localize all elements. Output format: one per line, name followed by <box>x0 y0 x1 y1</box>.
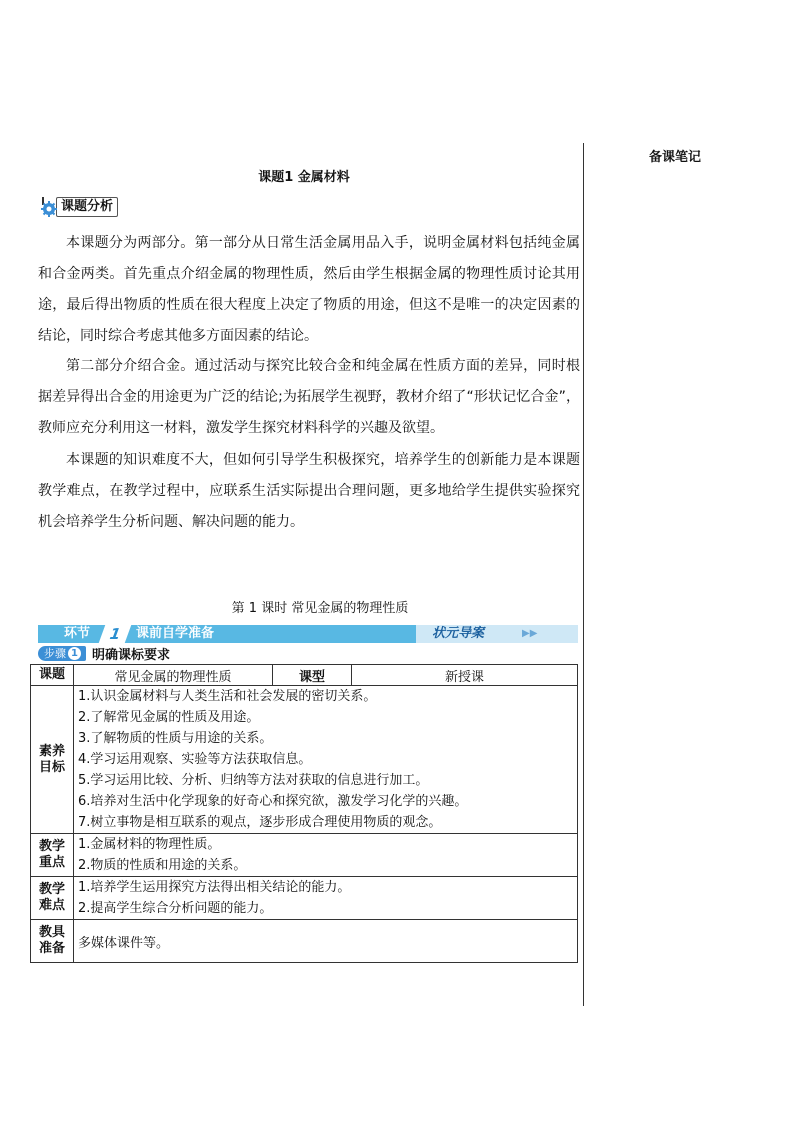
notes-divider-line <box>583 143 584 1006</box>
double-arrow-icon: ▶▶ <box>522 628 538 639</box>
tools-label-line-2: 准备 <box>38 941 65 956</box>
lesson-plan-table <box>30 664 578 963</box>
section-banner <box>38 625 578 643</box>
difficulty-cell <box>74 877 578 920</box>
list-item: 7.树立事物是相互联系的观点，逐步形成合理使用物质的观念。 <box>78 815 442 830</box>
list-item: 1.培养学生运用探究方法得出相关结论的能力。 <box>78 880 351 895</box>
difficulty-label-line-2: 难点 <box>38 898 65 913</box>
step-header <box>38 645 170 661</box>
step-number: 1 <box>68 647 81 660</box>
step-pill <box>38 646 86 661</box>
list-item: 1.金属材料的物理性质。 <box>78 837 221 852</box>
brand-tag <box>416 625 578 643</box>
step-title: 明确课标要求 <box>92 647 171 663</box>
list-item: 4.学习运用观察、实验等方法获取信息。 <box>78 752 312 767</box>
list-item: 2.物质的性质和用途的关系。 <box>78 858 247 873</box>
topic-title: 课题1 金属材料 <box>258 170 350 185</box>
banner-stage-number: 1 <box>98 625 131 643</box>
header-topic-cell: 课题 <box>31 665 74 686</box>
list-item: 5.学习运用比较、分析、归纳等方法对获取的信息进行加工。 <box>78 773 429 788</box>
notes-column-title: 备课笔记 <box>648 150 701 165</box>
goals-label-line-1: 素养 <box>38 743 65 759</box>
banner-stage-label: 环节 <box>64 626 91 641</box>
table-row <box>31 686 578 834</box>
key-points-cell <box>74 834 578 877</box>
key-label-line-2: 重点 <box>38 855 65 870</box>
goals-label-line-2: 目标 <box>38 759 65 775</box>
lesson-title: 第 1 课时 常见金属的物理性质 <box>231 601 409 616</box>
gear-icon <box>38 197 58 217</box>
brand-name: 状元导案 <box>432 626 485 641</box>
paragraph-1: 本课题分为两部分。第一部分从日常生活金属用品入手，说明金属材料包括纯金属和合金两类。首先重点介绍金属的物理性质，然后由学生根据金属的物理性质讨论其用途，最后得出物质的性质在很大程度上决定了物质的用途，但这不是唯一的决定因素的结论，同时综合考虑其他多方面因素的结论。 <box>38 235 580 344</box>
list-item: 2.了解常见金属的性质及用途。 <box>78 710 260 725</box>
key-label-line-1: 教学 <box>38 839 65 854</box>
list-item: 2.提高学生综合分析问题的能力。 <box>78 901 273 916</box>
header-type-cell: 课型 <box>273 665 352 686</box>
analysis-badge <box>38 196 118 218</box>
tools-label-cell <box>31 920 74 963</box>
table-row <box>31 834 578 877</box>
goals-cell <box>74 686 578 834</box>
paragraph-2: 第二部分介绍合金。通过活动与探究比较合金和纯金属在性质方面的差异，同时根据差异得出合金的用途更为广泛的结论;为拓展学生视野，教材介绍了“形状记忆合金”，教师应充分利用这一材料，激发学生探究材料科学的兴趣及欲望。 <box>38 358 580 436</box>
analysis-badge-label: 课题分析 <box>56 197 118 217</box>
goals-label-cell <box>31 686 74 834</box>
difficulty-label-line-1: 教学 <box>38 882 65 897</box>
table-row <box>31 877 578 920</box>
step-label: 步骤 <box>44 646 66 660</box>
table-row <box>31 665 578 686</box>
paragraph-3: 本课题的知识难度不大，但如何引导学生积极探究，培养学生的创新能力是本课题教学难点，在教学过程中，应联系生活实际提出合理问题，更多地给学生提供实验探究机会培养学生分析问题、解决问题的能力。 <box>38 452 580 530</box>
banner-title: 课前自学准备 <box>136 626 215 641</box>
difficulty-label-cell <box>31 877 74 920</box>
tools-cell: 多媒体课件等。 <box>74 920 578 963</box>
type-cell: 新授课 <box>352 665 578 686</box>
list-item: 1.认识金属材料与人类生活和社会发展的密切关系。 <box>78 689 377 704</box>
tools-label-line-1: 教具 <box>38 925 65 940</box>
list-item: 6.培养对生活中化学现象的好奇心和探究欲，激发学习化学的兴趣。 <box>78 794 468 809</box>
topic-cell: 常见金属的物理性质 <box>74 665 273 686</box>
list-item: 3.了解物质的性质与用途的关系。 <box>78 731 273 746</box>
table-row <box>31 920 578 963</box>
key-label-cell <box>31 834 74 877</box>
